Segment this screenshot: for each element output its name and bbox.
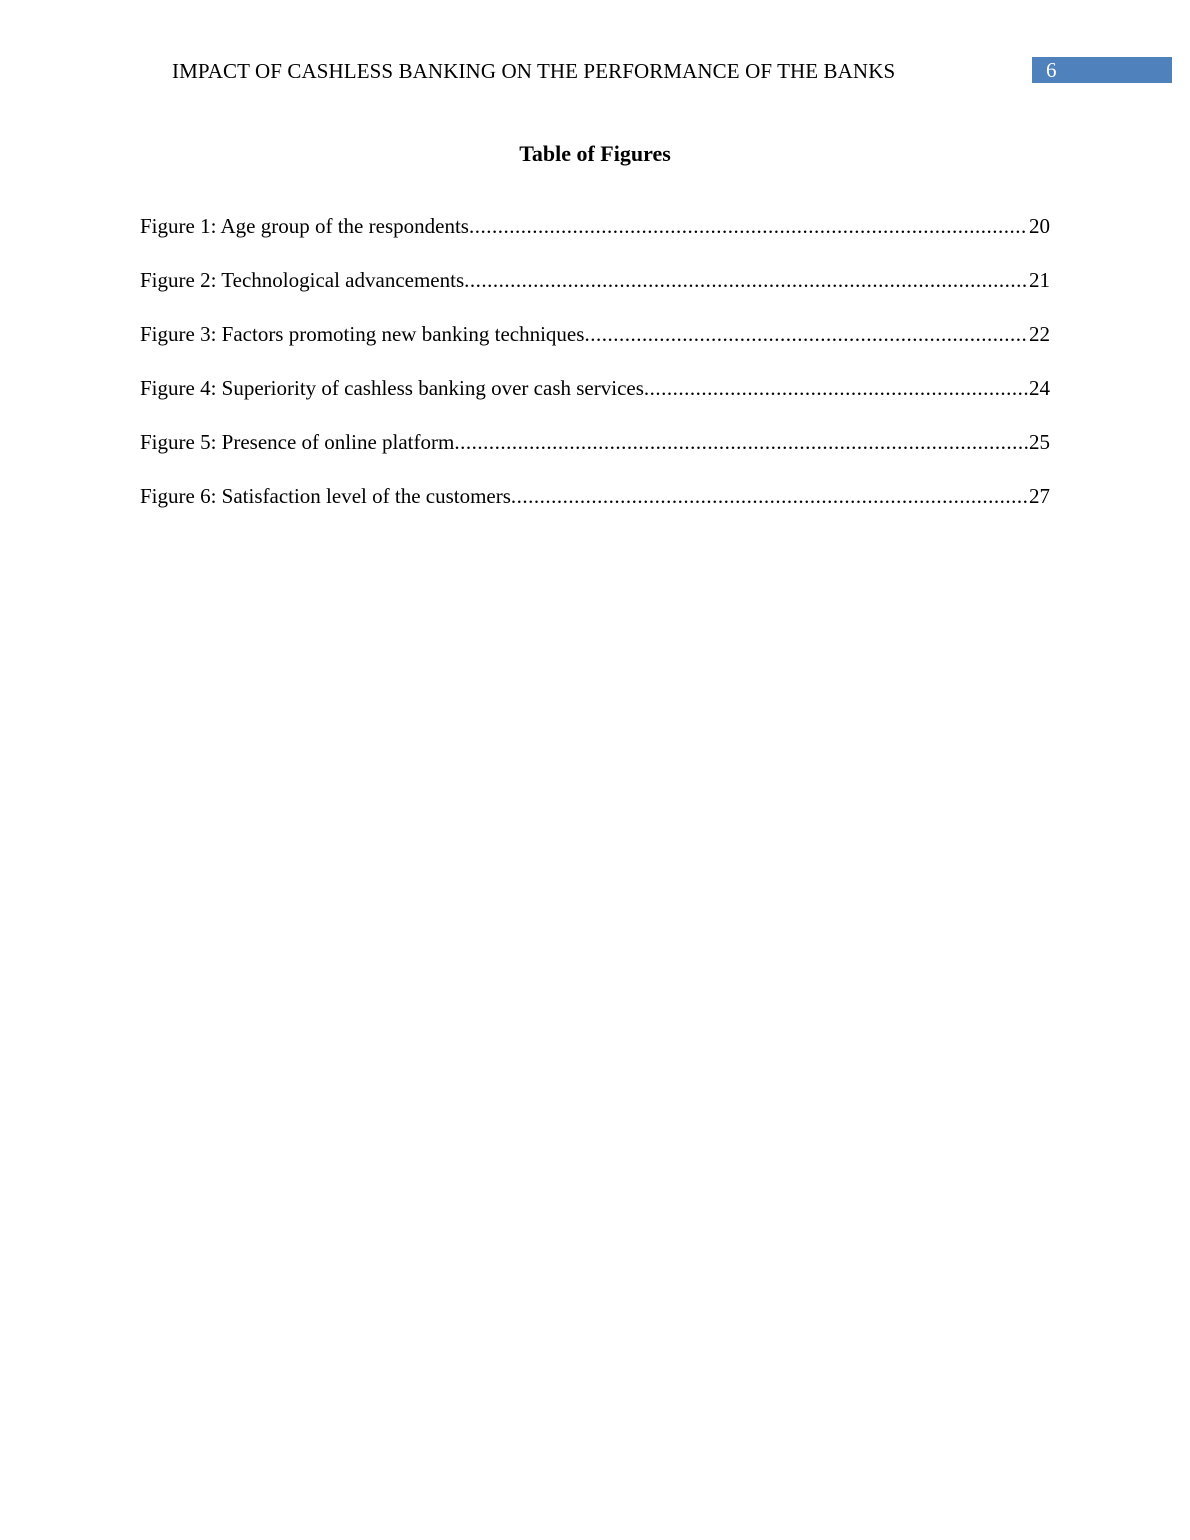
dot-leader xyxy=(464,266,1028,294)
toc-entry-figure-2[interactable] xyxy=(140,266,1050,320)
toc-entry-label: Figure 2: Technological advancements xyxy=(140,268,465,292)
toc-entry-label: Figure 4: Superiority of cashless banking over cash services xyxy=(140,376,644,400)
toc-entry-figure-3[interactable] xyxy=(140,320,1050,374)
toc-entry-page-number: 25 xyxy=(1029,430,1050,454)
toc-entry-page-number: 22 xyxy=(1029,322,1050,346)
toc-entry-figure-6[interactable] xyxy=(140,482,1050,536)
toc-entry-figure-1[interactable] xyxy=(140,212,1050,266)
toc-entry-figure-5[interactable] xyxy=(140,428,1050,482)
dot-leader xyxy=(511,482,1028,510)
toc-entry-label: Figure 3: Factors promoting new banking techniques xyxy=(140,322,585,346)
toc-entry-figure-4[interactable] xyxy=(140,374,1050,428)
page-number-badge: 6 xyxy=(1032,57,1172,83)
toc-entry-page-number: 24 xyxy=(1029,376,1050,400)
dot-leader xyxy=(454,428,1028,456)
toc-entry-label: Figure 5: Presence of online platform xyxy=(140,430,455,454)
toc-entry-label: Figure 1: Age group of the respondents xyxy=(140,214,469,238)
table-of-figures-list xyxy=(140,212,1050,536)
toc-entry-page-number: 21 xyxy=(1029,268,1050,292)
dot-leader xyxy=(644,374,1028,402)
toc-entry-page-number: 20 xyxy=(1029,214,1050,238)
dot-leader xyxy=(584,320,1028,348)
table-of-figures-heading: Table of Figures xyxy=(519,141,671,166)
running-header-title: IMPACT OF CASHLESS BANKING ON THE PERFORMANCE OF THE BANKS xyxy=(172,59,896,83)
toc-entry-label: Figure 6: Satisfaction level of the customers xyxy=(140,484,511,508)
toc-entry-page-number: 27 xyxy=(1029,484,1050,508)
dot-leader xyxy=(469,212,1028,240)
